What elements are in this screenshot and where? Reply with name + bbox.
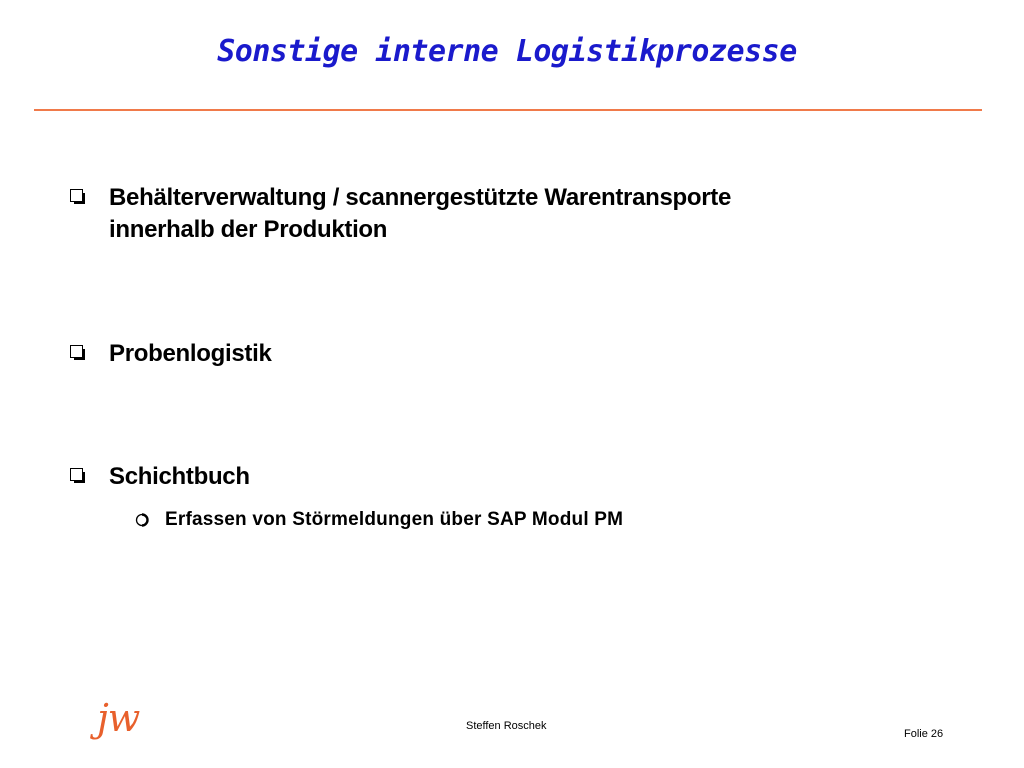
- slide-title: Sonstige interne Logistikprozesse: [217, 34, 797, 69]
- bullet-text-2: Probenlogistik: [109, 340, 272, 367]
- shadowed-square-icon: [70, 345, 83, 358]
- bullet-line: innerhalb der Produktion: [109, 216, 388, 243]
- shadowed-square-icon: [70, 468, 83, 481]
- bullet-line: Behälterverwaltung / scannergestützte Warentransporte: [109, 184, 732, 211]
- bullet-item-1: [70, 182, 731, 246]
- jw-logo: jw: [97, 696, 140, 740]
- title-divider: [34, 109, 982, 111]
- bullet-text-3: Schichtbuch: [109, 463, 250, 490]
- bullet-item-2: [70, 338, 272, 370]
- sub-bullet-text: Erfassen von Störmeldungen über SAP Modul PM: [165, 509, 624, 530]
- footer-slide-number: Folie 26: [904, 728, 944, 740]
- footer-author: Steffen Roschek: [466, 720, 547, 732]
- bullet-item-3: [70, 461, 250, 493]
- sub-bullet-item-1: [135, 509, 623, 531]
- shadowed-square-icon: [70, 189, 83, 202]
- open-circle-icon: [135, 513, 149, 527]
- bullet-text-1: [109, 182, 731, 246]
